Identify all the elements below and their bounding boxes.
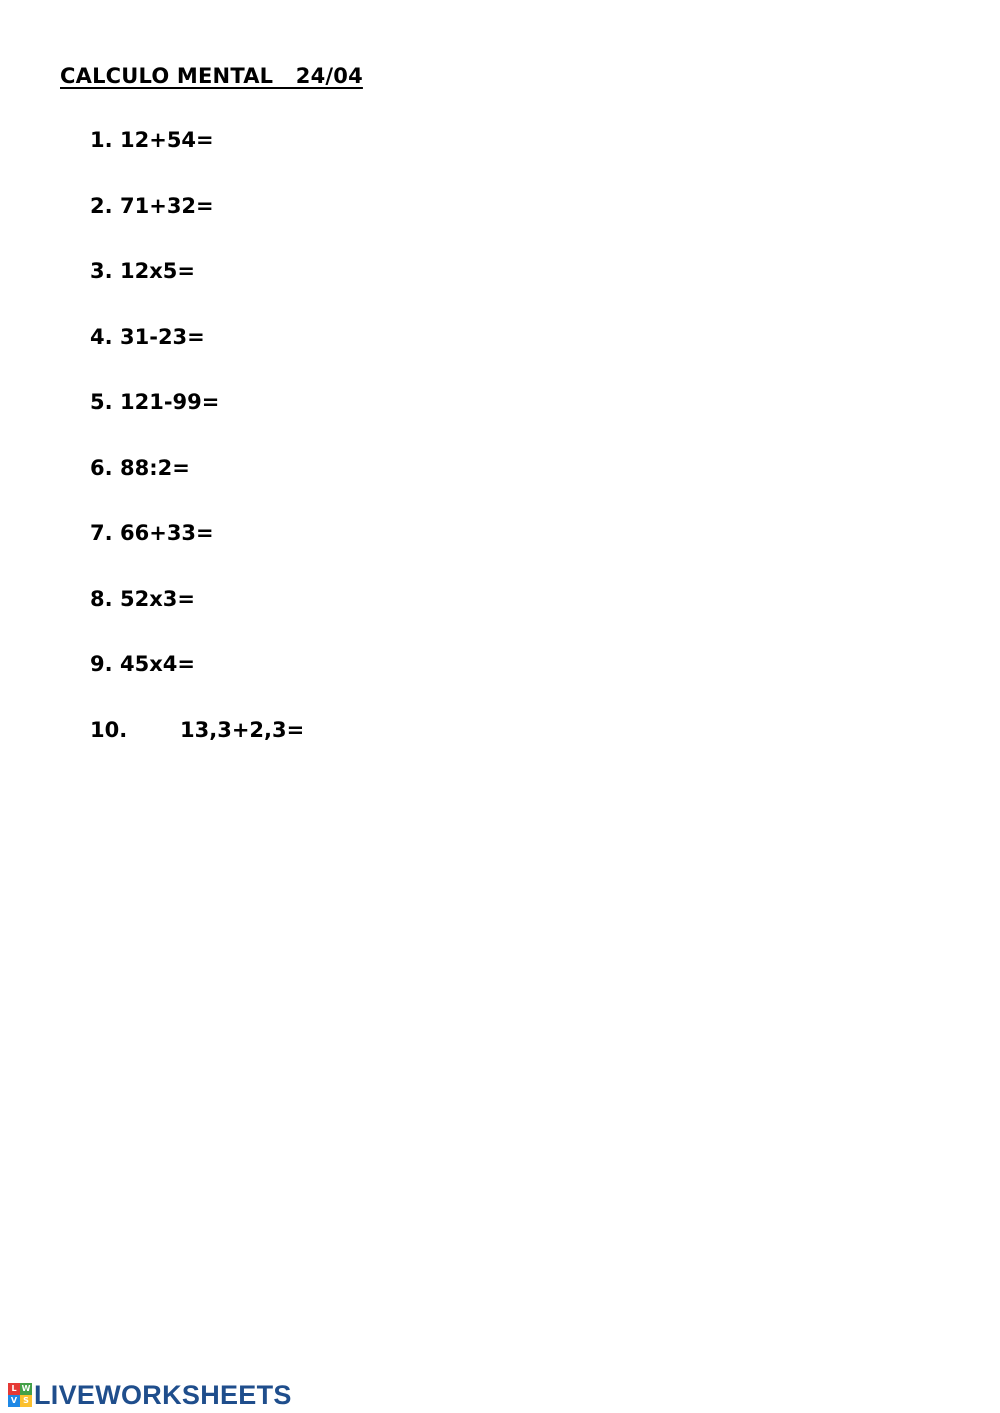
exercise-expression: 121-99= — [120, 390, 220, 414]
exercise-expression: 45x4= — [120, 652, 195, 676]
exercise-list — [90, 128, 304, 783]
exercise-item — [90, 325, 304, 391]
exercise-number: 9. — [90, 652, 113, 676]
worksheet-title: CALCULO MENTAL 24/04 — [60, 64, 363, 88]
logo-letter: L — [8, 1383, 20, 1395]
exercise-number: 7. — [90, 521, 113, 545]
exercise-item — [90, 718, 304, 784]
exercise-item — [90, 259, 304, 325]
exercise-number: 2. — [90, 193, 113, 218]
exercise-number: 8. — [90, 586, 113, 611]
exercise-item — [90, 521, 304, 587]
logo-letter: S — [20, 1395, 32, 1407]
exercise-number: 4. — [90, 324, 113, 349]
exercise-expression: 71+32= — [120, 193, 214, 218]
exercise-item — [90, 390, 304, 456]
exercise-number: 1. — [90, 128, 113, 152]
exercise-item — [90, 587, 304, 653]
exercise-expression: 52x3= — [120, 586, 195, 611]
exercise-expression: 66+33= — [120, 521, 214, 545]
liveworksheets-brand: LIVEWORKSHEETS — [34, 1379, 292, 1410]
exercise-number: 3. — [90, 259, 113, 283]
logo-letter: W — [21, 1384, 31, 1393]
exercise-item — [90, 128, 304, 194]
logo-letter: V — [8, 1395, 20, 1407]
liveworksheets-footer — [8, 1380, 292, 1410]
exercise-number: 6. — [90, 455, 113, 480]
exercise-expression: 88:2= — [120, 455, 190, 480]
exercise-expression: 12+54= — [120, 128, 214, 152]
liveworksheets-logo-icon — [8, 1383, 32, 1407]
exercise-item — [90, 652, 304, 718]
exercise-number: 10. — [90, 717, 128, 742]
exercise-number: 5. — [90, 390, 113, 414]
exercise-expression: 13,3+2,3= — [180, 717, 305, 742]
exercise-expression: 12x5= — [120, 259, 195, 283]
exercise-item — [90, 194, 304, 260]
exercise-expression: 31-23= — [120, 324, 205, 349]
exercise-item — [90, 456, 304, 522]
